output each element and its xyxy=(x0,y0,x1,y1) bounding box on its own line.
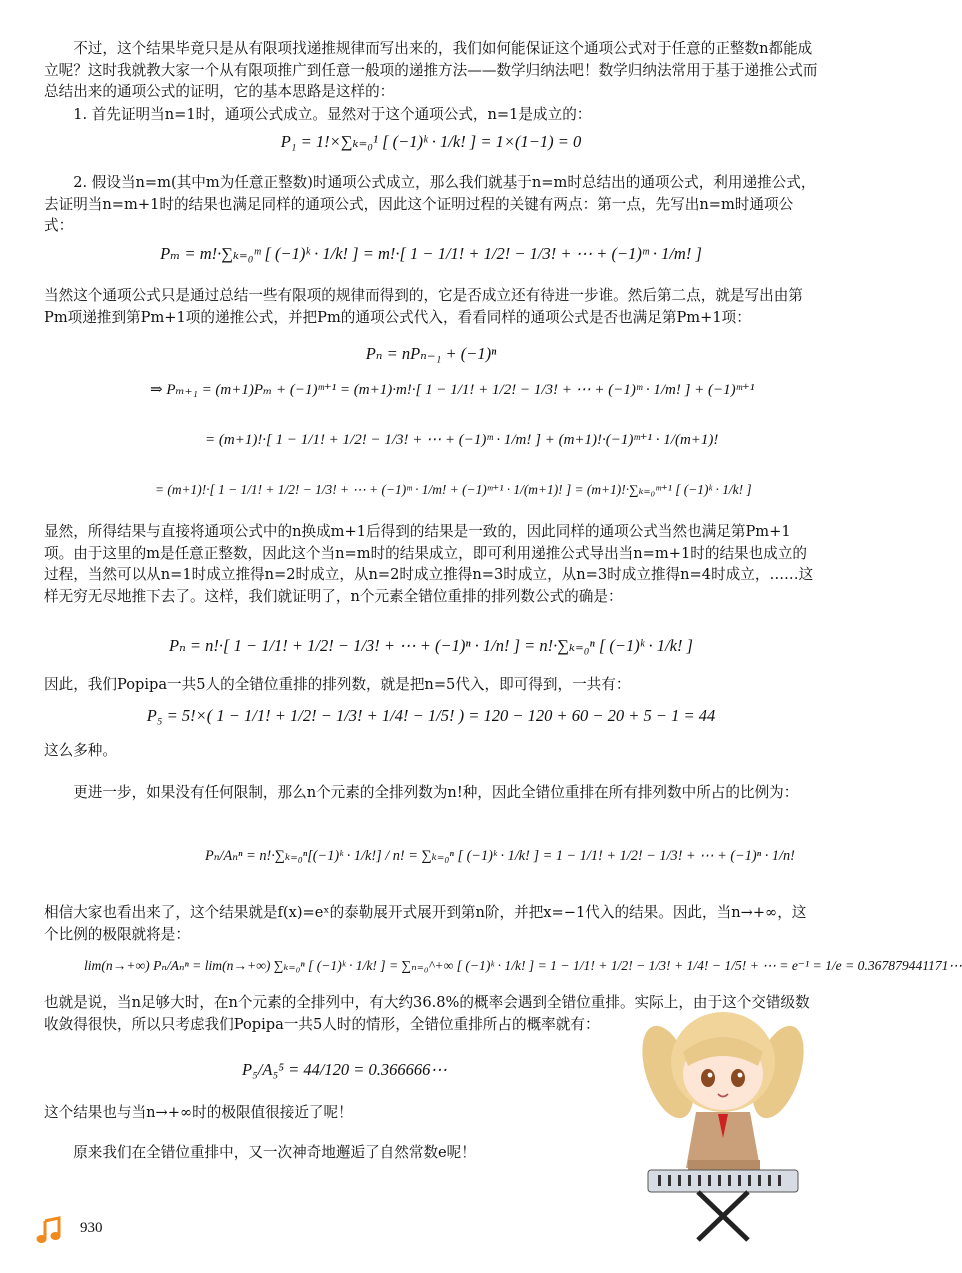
paragraph-popipa: 因此，我们Popipa一共5人的全错位重排的排列数，就是把n=5代入，即可得到，一共有： xyxy=(44,676,631,693)
paragraph-step-two: 2. 假设当n=m(其中m为任意正整数)时通项公式成立，那么我们就基于n=m时总结出的通项公式，利用递推公式，去证明当n=m+1时的结果也满足同样的通项公式，因此这个证明过程的关键有两点：第一点，先写出n=m时通项公式： xyxy=(44,174,816,234)
equation-p5-ratio: P₅/A₅⁵ = 44/120 = 0.366666⋯ xyxy=(242,1060,447,1079)
equation-p1: P₁ = 1!×∑ₖ₌₀¹ [ (−1)ᵏ · 1/k! ] = 1×(1−1) = 0 xyxy=(280,132,582,151)
equation-pm1-step2: = (m+1)!·[ 1 − 1/1! + 1/2! − 1/3! + ⋯ + (−1)ᵐ · 1/m! ] + (m+1)!·(−1)ᵐ⁺¹ · 1/(m+1)! xyxy=(205,432,719,448)
equation-limit: lim(n→+∞) Pₙ/Aₙⁿ = lim(n→+∞) ∑ₖ₌₀ⁿ [ (−1)ᵏ · 1/k! ] = ∑ₙ₌₀^+∞ [ (−1)ᵏ · 1/k! ] = 1 − 1/1! + 1/2! − 1/3! + 1/4! − 1/5! + ⋯ = e⁻¹ = 1/e = 0.367879441171⋯ xyxy=(84,958,962,973)
page-number: 930 xyxy=(80,1220,103,1236)
equation-pm: Pₘ = m!·∑ₖ₌₀ᵐ [ (−1)ᵏ · 1/k! ] = m!·[ 1 − 1/1! + 1/2! − 1/3! + ⋯ + (−1)ᵐ · 1/m! ] xyxy=(160,244,702,263)
paragraph-so-many: 这么多种。 xyxy=(44,742,117,759)
equation-ratio: Pₙ/Aₙⁿ = n!·∑ₖ₌₀ⁿ[(−1)ᵏ · 1/k!] / n! = ∑ₖ₌₀ⁿ [ (−1)ᵏ · 1/k! ] = 1 − 1/1! + 1/2! − 1/3! + ⋯ + (−1)ⁿ · 1/n! xyxy=(205,848,795,864)
equation-pm1-step3: = (m+1)!·[ 1 − 1/1! + 1/2! − 1/3! + ⋯ + (−1)ᵐ · 1/m! + (−1)ᵐ⁺¹ · 1/(m+1)! ] = (m+1)!·∑ₖ₌₀ᵐ⁺¹ [ (−1)ᵏ · 1/k! ] xyxy=(155,482,752,497)
paragraph-probability: 也就是说，当n足够大时，在n个元素的全排列中，有大约36.8%的概率会遇到全错位重排。实际上，由于这个交错级数收敛得很快，所以只考虑我们Popipa一共5人时的情形，全错位重排所占的概率就有： xyxy=(44,994,810,1033)
paragraph-taylor-limit: 相信大家也看出来了，这个结果就是f(x)=eˣ的泰勒展开式展开到第n阶，并把x=−1代入的结果。因此，当n→+∞，这个比例的极限就将是： xyxy=(44,904,807,943)
equation-p5: P₅ = 5!×( 1 − 1/1! + 1/2! − 1/3! + 1/4! − 1/5! ) = 120 − 120 + 60 − 20 + 5 − 1 = 44 xyxy=(146,706,716,725)
paragraph-induction-intro: 不过，这个结果毕竟只是从有限项找递推规律而写出来的，我们如何能保证这个通项公式对于任意的正整数n都能成立呢？这时我就教大家一个从有限项推广到任意一般项的递推方法——数学归纳法吧！数学归纳法常用于基于递推公式而总结出来的通项公式的证明，它的基本思路是这样的： xyxy=(44,40,818,100)
paragraph-close-limit: 这个结果也与当n→+∞时的极限值很接近了呢！ xyxy=(44,1104,353,1121)
music-note-icon xyxy=(34,1216,64,1246)
chibi-keyboard-girl-icon xyxy=(628,1000,818,1245)
equation-recurrence: Pₙ = nPₙ₋₁ + (−1)ⁿ xyxy=(365,344,497,363)
paragraph-ratio-intro: 更进一步，如果没有任何限制，那么n个元素的全排列数为n!种，因此全错位重排在所有排列数中所占的比例为： xyxy=(73,784,799,801)
paragraph-step-one: 1. 首先证明当n=1时，通项公式成立。显然对于这个通项公式，n=1是成立的： xyxy=(73,106,592,123)
equation-pm1-step1: ⇒ Pₘ₊₁ = (m+1)Pₘ + (−1)ᵐ⁺¹ = (m+1)·m!·[ 1 − 1/1! + 1/2! − 1/3! + ⋯ + (−1)ᵐ · 1/m! ] + (−1)ᵐ⁺¹ xyxy=(150,382,755,398)
paragraph-recursion: 当然这个通项公式只是通过总结一些有限项的规律而得到的，它是否成立还有待进一步谁。然后第二点，就是写出由第Pm项递推到第Pm+1项的递推公式，并把Pm的通项公式代入，看看同样的通项公式是否也满足第Pm+1项： xyxy=(44,287,803,326)
equation-pn-general: Pₙ = n!·[ 1 − 1/1! + 1/2! − 1/3! + ⋯ + (−1)ⁿ · 1/n! ] = n!·∑ₖ₌₀ⁿ [ (−1)ᵏ · 1/k! ] xyxy=(169,636,693,655)
paragraph-conclusion: 显然，所得结果与直接将通项公式中的n换成m+1后得到的结果是一致的，因此同样的通项公式当然也满足第Pm+1项。由于这里的m是任意正整数，因此这个当n=m时的结果成立，即可利用递推公式导出当n=m+1时的结果也成立的过程，当然可以从n=1时成立推得n=2时成立，从n=2时成立推得n=3时成立，从n=3时成立推得n=4时成立，……这样无穷无尽地推下去了。这样，我们就证明了，n个元素全错位重排的排列数公式的确是： xyxy=(44,523,814,605)
paragraph-natural-e: 原来我们在全错位重排中，又一次神奇地邂逅了自然常数e呢！ xyxy=(73,1144,476,1161)
